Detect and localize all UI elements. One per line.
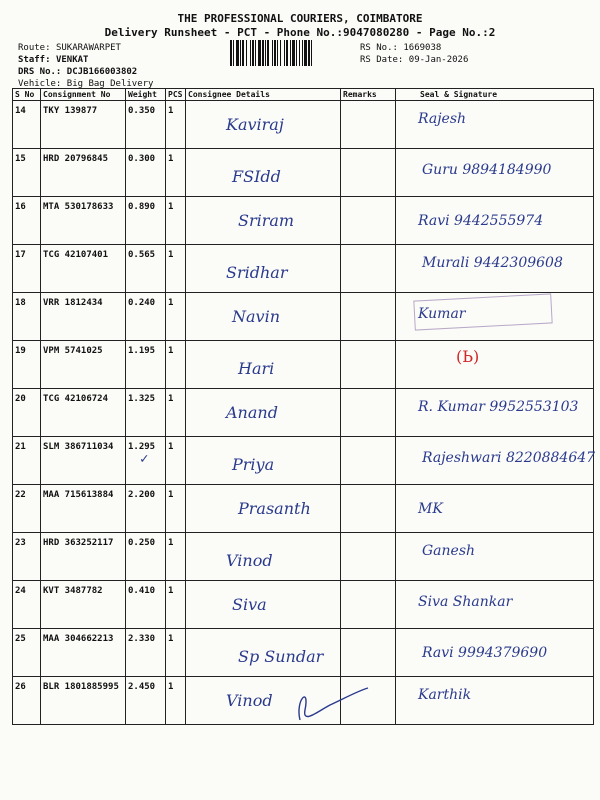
barcode-bar [250,40,251,66]
barcode-bar [233,40,234,66]
seal-signature-cell [396,677,594,725]
remarks-cell [341,341,396,389]
table-row [13,581,594,629]
barcode-bar [311,40,312,66]
weight-cell: 0.250 [126,533,166,581]
barcode-bar [308,40,310,66]
barcode-bar [236,40,239,66]
red-ink-mark: (Ь) [456,347,480,366]
runsheet-table [12,88,594,725]
pcs-cell: 1 [166,581,186,629]
col-consignee: Consignee Details [186,89,341,101]
consignee-cell [186,389,341,437]
remarks-cell [341,149,396,197]
remarks-cell [341,293,396,341]
drs-value: DCJB166003802 [66,67,138,77]
pcs-cell: 1 [166,341,186,389]
col-sno: S No [13,89,41,101]
remarks-cell [341,437,396,485]
consignee-handwriting: Prasanth [238,499,311,518]
barcode-bar [302,40,303,66]
pcs-cell: 1 [166,437,186,485]
seal-handwriting: Murali 9442309608 [422,255,563,271]
barcode-bar [230,40,232,66]
seal-signature-cell [396,581,594,629]
footer-signature [280,680,370,730]
table-row [13,341,594,389]
runsheet-title: Delivery Runsheet - PCT - Phone No.:9047080280 - Page No.:2 [104,26,496,39]
pcs-cell: 1 [166,293,186,341]
consignee-cell [186,245,341,293]
barcode-bar [274,40,276,66]
consignment-cell: VPM 5741025 [41,341,126,389]
table-row [13,245,594,293]
pcs-cell: 1 [166,533,186,581]
table-row [13,149,594,197]
pcs-cell: 1 [166,485,186,533]
consignee-handwriting: Sriram [238,211,295,230]
barcode-bar [292,40,295,66]
check-mark-icon: ✓ [140,451,149,467]
consignment-cell: HRD 20796845 [41,149,126,197]
consignee-handwriting: Anand [226,403,278,422]
barcode-bar [286,40,288,66]
table-row [13,437,594,485]
meta-left [18,42,153,90]
consignee-cell [186,533,341,581]
remarks-cell [341,533,396,581]
barcode-bar [262,40,264,66]
weight-cell: 1.195 [126,341,166,389]
consignment-cell: HRD 363252117 [41,533,126,581]
seal-handwriting: Ganesh [422,543,476,559]
consignee-handwriting: Kaviraj [226,115,284,134]
consignment-cell: VRR 1812434 [41,293,126,341]
sno-cell: 21 [13,437,41,485]
rs-no-value: 1669038 [403,43,442,53]
meta-right [360,42,468,66]
pcs-cell: 1 [166,389,186,437]
table-header-row [13,89,594,101]
sno-cell: 18 [13,293,41,341]
consignee-cell [186,341,341,389]
consignment-cell: TCG 42106724 [41,389,126,437]
consignee-handwriting: Navin [232,307,280,326]
weight-cell: 0.890 [126,197,166,245]
barcode-bar [255,40,256,66]
pcs-cell: 1 [166,197,186,245]
col-remarks: Remarks [341,89,396,101]
company-title: THE PROFESSIONAL COURIERS, COIMBATORE [177,12,423,25]
seal-handwriting: Guru 9894184990 [422,162,552,178]
sno-cell: 16 [13,197,41,245]
remarks-cell [341,197,396,245]
route-line: Route: SUKARAWARPET [18,43,121,53]
drs-line: DRS No.: DCJB166003802 [18,67,138,77]
col-weight: Weight [126,89,166,101]
consignee-handwriting: Vinod [226,691,273,710]
seal-signature-cell [396,245,594,293]
table-row [13,389,594,437]
rs-no-line: RS No.: 1669038 [360,43,442,53]
weight-cell: 2.200 [126,485,166,533]
barcode-bar [242,40,244,66]
barcode-bar [299,40,300,66]
barcode-bar [267,40,269,66]
weight-cell: 1.325 [126,389,166,437]
sno-cell: 15 [13,149,41,197]
seal-stamp [413,293,552,330]
barcode-bar [252,40,254,66]
seal-handwriting: Rajesh [418,111,467,127]
barcode-bar [277,40,278,66]
sno-cell: 14 [13,101,41,149]
table-row [13,485,594,533]
seal-signature-cell [396,197,594,245]
seal-handwriting: R. Kumar 9952553103 [418,399,579,415]
consignee-cell [186,293,341,341]
consignee-cell [186,197,341,245]
col-pcs: PCS [166,89,186,101]
remarks-cell [341,389,396,437]
weight-cell: 0.410 [126,581,166,629]
pcs-cell: 1 [166,629,186,677]
seal-handwriting: Siva Shankar [418,594,513,610]
consignee-handwriting: Hari [238,359,275,378]
vehicle-value: Big Bag Delivery [66,79,154,89]
consignee-cell [186,101,341,149]
barcode-bar [258,40,261,66]
sno-cell: 26 [13,677,41,725]
seal-signature-cell [396,629,594,677]
table-row [13,197,594,245]
table-row [13,629,594,677]
seal-handwriting: Rajeshwari 8220884647 [422,450,596,466]
consignment-cell: MAA 304662213 [41,629,126,677]
rs-date-value: 09-Jan-2026 [408,55,469,65]
pcs-cell: 1 [166,245,186,293]
seal-handwriting: MK [418,501,443,517]
consignee-handwriting: Sp Sundar [238,647,324,666]
barcode-bar [284,40,285,66]
staff-value: VENKAT [55,55,89,65]
consignment-cell: KVT 3487782 [41,581,126,629]
sno-cell: 25 [13,629,41,677]
weight-cell: 2.330 [126,629,166,677]
pcs-cell: 1 [166,101,186,149]
barcode [230,40,355,66]
consignment-cell: MTA 530178633 [41,197,126,245]
weight-cell: 2.450 [126,677,166,725]
seal-signature-cell [396,389,594,437]
consignee-handwriting: Vinod [226,551,273,570]
consignment-cell: TCG 42107401 [41,245,126,293]
barcode-bar [246,40,247,66]
consignment-cell: BLR 1801885995 [41,677,126,725]
sno-cell: 23 [13,533,41,581]
barcode-bar [265,40,266,66]
remarks-cell [341,101,396,149]
consignee-cell [186,581,341,629]
weight-cell: 0.565 [126,245,166,293]
weight-cell: 1.295 [126,437,166,485]
seal-signature-cell [396,437,594,485]
seal-signature-cell [396,341,594,389]
consignment-cell: TKY 139877 [41,101,126,149]
sno-cell: 24 [13,581,41,629]
remarks-cell [341,485,396,533]
consignment-cell: MAA 715613884 [41,485,126,533]
staff-line: Staff: VENKAT [18,55,89,65]
pcs-cell: 1 [166,677,186,725]
remarks-cell [341,629,396,677]
seal-signature-cell [396,101,594,149]
barcode-bar [280,40,281,66]
rs-date-line: RS Date: 09-Jan-2026 [360,55,469,65]
weight-cell: 0.240 [126,293,166,341]
seal-handwriting: Ravi 9442555974 [418,213,544,229]
seal-handwriting: Karthik [418,687,472,703]
sno-cell: 20 [13,389,41,437]
seal-signature-cell [396,149,594,197]
sno-cell: 22 [13,485,41,533]
consignee-cell [186,485,341,533]
remarks-cell [341,581,396,629]
barcode-bar [272,40,273,66]
barcode-bar [296,40,297,66]
consignment-cell: SLM 386711034 [41,437,126,485]
table-row [13,293,594,341]
seal-handwriting: Ravi 9994379690 [422,645,548,661]
consignee-handwriting: Siva [232,595,267,614]
remarks-cell [341,245,396,293]
seal-signature-cell [396,533,594,581]
barcode-bar [304,40,307,66]
weight-cell: 0.350 [126,101,166,149]
consignee-handwriting: Priya [232,455,275,474]
weight-cell: 0.300 [126,149,166,197]
seal-signature-cell [396,485,594,533]
seal-handwriting: Kumar [418,306,466,322]
sno-cell: 17 [13,245,41,293]
barcode-bar [290,40,291,66]
seal-signature-cell [396,293,594,341]
consignee-cell [186,629,341,677]
vehicle-line: Vehicle: Big Bag Delivery [18,79,154,89]
col-consignment: Consignment No [41,89,126,101]
barcode-bar [240,40,241,66]
consignee-cell [186,149,341,197]
consignee-handwriting: Sridhar [226,263,288,282]
sno-cell: 19 [13,341,41,389]
col-seal: Seal & Signature [396,89,594,101]
consignee-handwriting: FSIdd [232,167,281,186]
route-value: SUKARAWARPET [55,43,121,53]
table-row [13,533,594,581]
pcs-cell: 1 [166,149,186,197]
table-row [13,101,594,149]
